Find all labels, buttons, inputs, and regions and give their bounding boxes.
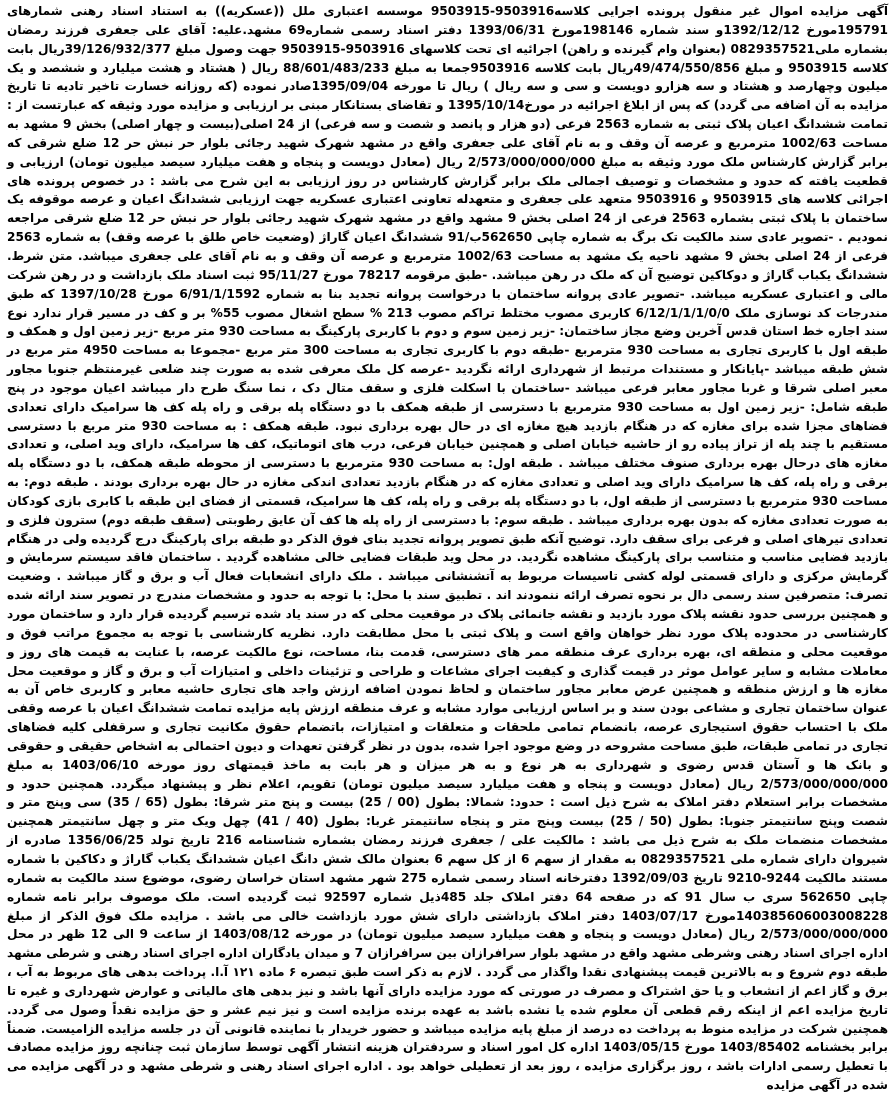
notice-body-text: آگهی مزایده اموال غیر منقول پرونده اجرایی کلاسه9503916-9503915 موسسه اعتباری ملل ((عسکریه)) به استناد اسناد رهنی شمارهای 195791مورخ 1392/12/12و سند شماره 198146مورخ 1393/06/31 دفتر اسناد رسمی شماره69 مشهد.علیه: آقای علی جعفری فرزند رمضان بشماره ملی0829357521 (بعنوان وام گیرنده و راهن) اجرائیه ای تحت کلاسهای 9503916-9503915 جهت وصول مبلغ 39/126/932/377ریال بابت کلاسه 9503915 و مبلغ 49/474/550/856ریال بابت کلاسه 9503916جمعا به مبلغ 88/601/483/233 ریال ( هشتاد و هشت میلیارد و ششصد و یک میلیون وچهارصد و هشتاد و سه هزارو دویست و سی و سه ریال ) ریال تا مورخه 1395/09/04صادر نموده (که روزانه خسارت تاخیر تادیه تا تاریخ مزایده به آن اضافه می گردد) که پس از ابلاغ اجرائیه در مورخ1395/10/14 و تقاضای بستانکار مبنی بر ارزیابی و مزایده مورد وثیقه که عبارتست از : تمامت ششدانگ اعیان پلاک ثبتی به شماره 2563 فرعی (دو هزار و پانصد و شصت و سه فرعی) از 24 اصلی(بیست و چهار اصلی) بخش 9 مشهد به مساحت 1002/63 مترمربع و عرصه آن وقف و به نام آقای علی جعفری واقع در مشهد شهرک شهید رجائی بلوار حر نبش حر 12 ضلع شرقی که برابر گزارش کارشناس ملک مورد وثیقه به مبلغ 2/573/000/000/000 ریال (معادل دویست و پنجاه و هفت میلیارد سیصد میلیون تومان) ارزیابی و قطعیت یافته که حدود و مشخصات و توصیف اجمالی ملک برابر گزارش کارشناس در روز ارزیابی به این شرح می باشد : در خصوص پرونده های اجرائی کلاسه های 9503915 و 9503916 متعهد علی جعفری و متعهدله تعاونی اعتباری عسکریه جهت ارزیابی ششدانگ اعیان و عرصه موقوفه یک ساختمان با پلاک ثبتی بشماره 2563 فرعی از 24 اصلی بخش 9 مشهد واقع در مشهد شهرک شهید رجائی بلوار حر نبش حر 12 ضلع شرقی مراجعه نمودیم . -تصویر عادی سند مالکیت تک برگ به شماره چاپی 562650ب/91 ششدانگ اعیان گاراژ (وضعیت خاص طلق با عرصه وقف) به شماره 2563 فرعی از 24 اصلی بخش 9 مشهد ناحیه یک مشهد به مساحت 1002/63 مترمربع و عرصه آن وقف و به نام آقای علی جعفری میباشد. متن شرط. ششدانگ یکباب گاراژ و دوکاکین توضیح آن که ملک در رهن میباشد. -طبق مرقومه 78217 مورخ 95/11/27 ثبت اسناد ملک بازداشت و در رهن شرکت مالی و اعتباری عسکریه میباشد. -تصویر عادی پروانه ساختمان با درخواست پروانه تجدید بنا به شماره 6/91/1/1592 مورخ 1397/10/28 که طبق مندرجات کد نوسازی ملک 6/12/1/1/1/0/0 کاربری مصوب مختلط تراکم مصوب 213 % سطح اشغال مصوب 55% بر و کف در مسیر قرار ندارد نوع سند اجاره خط استان قدس آخرین وضع مجاز ساختمان: -زیر زمین سوم و دوم با کاربری پارکینگ به مساحت 930 متر مربع -زیر زمین اول و همکف و طبقه اول با کاربری تجاری به مساحت 930 مترمربع -طبقه دوم با کاربری تجاری به مساحت 300 متر مربع -مجموعا به مساحت 4950 متر مربع در شش طبقه میباشد -پایانکار و مستندات مرتبط از شهرداری ارائه نگردید -عرصه کل ملک معرفی شده به صورت چند ضلعی غیرمنتظم جنوبا مجاور معبر اصلی شرقا و غربا مجاور معابر فرعی میباشد -ساختمان با اسکلت فلزی و سقف متال دک ، نما سنگ طرح دار میباشد اعیان موجود در پنج طبقه شامل: -زیر زمین اول به مساحت 930 مترمربع با دسترسی از طبقه همکف با دو دستگاه پله برقی و راه پله کف ها سرامیک دارای تعدادی فضاهای مجزا شده برای مغازه که در هنگام بازدید هیچ مغازه ای در حال بهره برداری نبود. طبقه همکف : به مساحت 930 متر مربع با دسترسی مستقیم با چند پله از تراز پیاده رو از حاشیه خیابان اصلی و همچنین خیابان فرعی، درب های اتوماتیک، کف ها سرامیک، دارای وید اصلی، و تعدادی مغازه های درحال بهره برداری صنوف مختلف میباشد . طبقه اول: به مساحت 930 مترمربع با دسترسی از محوطه طبقه همکف، با دو دستگاه پله برقی و راه پله، کف ها سرامیک دارای وید اصلی و تعدادی مغازه که در هنگام بازدید تعدادی اندکی مغازه در حال بهره برداری بودند . طبقه دوم: به مساحت 930 مترمربع با دسترسی از طبقه اول، با دو دستگاه پله برقی و راه پله، کف ها سرامیک، قسمتی از فضای این طبقه با کابری بازی کودکان به صورت تعدادی مغازه که بدون بهره برداری میباشد . طبقه سوم: با دسترسی از راه پله ها کف آن عایق رطوبتی (سقف طبقه دوم) سترون فلزی و تعدادی تیرهای اصلی و فرعی برای سقف دارد. توضیح آنکه طبق تصویر پروانه تجدید بنای فوق الذکر دو طبقه برای پارکینگ درج گردیده ولی در هنگام بازدید فضایی مناسب و متناسب برای پارکینگ مشاهده نگردید. در محل وید طبقات فضایی خالی مشاهده گردید . ساختمان فاقد سیستم سرمایش و گرمایش مرکزی و دارای قسمتی لوله کشی تاسیسات مربوط به آتشنشانی میباشد . ملک دارای انشعابات فعال آب و برق و گاز میباشد . وضعیت تصرف: متصرفین سند رسمی دال بر نحوه تصرف ارائه ننمودند اند . تطبیق سند با محل: با توجه به حدود و مشخصات مندرج در تصویر سند ارائه شده و همچنین بررسی حدود نقشه پلاک مورد بازدید و نقشه جانمائی پلاک در موقعیت محلی که در سند یاد شده ترسیم گردیده قرار دارد و ساختمان مورد کارشناسی در محدوده پلاک مورد نظر خواهان واقع است و پلاک ثبتی با محل مطابقت دارد. نظریه کارشناسی با توجه به مجموع مراتب فوق و موقعیت محلی و منطقه ای، بهره برداری عرف منطقه ممر های دسترسی، قدمت بنا، مساحت، نوع مالکیت عرصه، با عنایت به قیمت های روز و معاملات مشابه و سایر عوامل موثر در قیمت گذاری و کیفیت اجرای مشاعات و طراحی و تزئینات داخلی و امتیازات آب و برق و گاز و موقعیت محل مغازه ها و ارزش منطقه و همچنین عرض معابر مجاور ساختمان و لحاظ نمودن اضافه ارزش واجد های تجاری حاشیه معابر و کاربری خاص آن به عنوان ساختمان تجاری و مشاعی بودن سند و بر اساس ارزیابی موارد مشابه و عرف منطقه ارزش پایه مزایده تمامت ششدانگ اعیان با عرصه وقفی ملک با احتساب حقوق استیجاری عرصه، بانضمام تمامی ملحقات و متعلقات و امتیازات، باتضمام حقوق مکانیت تجاری و سرقفلی کلیه فضاهای تجاری در تمامی طبقات، طبق مساحت مشروحه در وضع موجود اجرا شده، بدون در نظر گرفتن تعهدات و دیون احتمالی به اشخاص حقیقی و حقوقی و بانک ها و آستان قدس رضوی و شهرداری به هر نوع و به هر میزان و هر بابت به ماخذ قیمتهای روز مورخه 1403/06/10 به مبلغ 2/573/000/000/000 ریال (معادل دویست و پنجاه و هفت میلیارد سیصد میلیون تومان) تقویم، اعلام نظر و پیشنهاد میگردد. همچنین حدود و مشخصات برابر استعلام دفتر املاک به شرح ذیل است : حدود: شمالا: بطول (00 / 25) بیست و پنج متر شرقا: بطول (65 / 35) سی وپنج متر و شصت وپنج سانتیمتر جنوبا: بطول (50 / 25) بیست وپنج متر و پنجاه سانتیمتر غربا: بطول (40 / 41) چهل ویک متر و چهل سانتیمتر همچنین مشخصات منضمات ملک به شرح ذیل می باشد : مالکیت علی / جعفری فرزند رمضان بشماره شناسنامه 216 تاریخ تولد 1356/06/25 صادره از شیروان دارای شماره ملی 0829357521 به مقدار از سهم 6 از کل سهم 6 بعنوان مالک شش دانگ اعیان ششدانگ یکباب گاراژ و دکاکین با شماره مستند مالکیت 9244-9210 تاریخ 1392/09/03 دفترخانه اسناد رسمی شماره 275 شهر مشهد استان خراسان رضوی، موضوع سند مالکیت به شماره چاپی 562650 سری ب سال 91 که در صفحه 64 دفتر املاک جلد 485ذیل شماره 92597 ثبت گردیده است. ملک موصوف برابر نامه شماره 140385606003008228مورخ 1403/07/17 دفتر املاک بازداشتی دارای شش مورد بازداشت خالی می باشد . مزایده ملک فوق الذکر از مبلغ 2/573/000/000/000 ریال (معادل دویست و پنجاه و هفت میلیارد سیصد میلیون تومان) در مورخه 1403/08/12 از ساعت 9 الی 12 ظهر در محل اداره اجرای اسناد رهنی وشرطی مشهد واقع در مشهد بلوار سرافرازان بین سرافرازان 7 و میدان یادگاران اداره اجرای اسناد رهنی و شرطی مشهد طبقه دوم شروع و به بالاترین قیمت پیشنهادی نقدا واگذار می گردد . لازم به ذکر است طبق تبصره ۶ ماده ۱۲۱ آ.ا. پرداخت بدهی های مربوط به آب ، برق و گاز اعم از انشعاب و یا حق اشتراک و مصرف در صورتی که مورد مزایده دارای آنها باشد و نیز بدهی های مالیاتی و عوارض شهرداری و غیره تا تاریخ مزایده اعم از اینکه رقم قطعی آن معلوم شده یا نشده باشد به عهده برنده مزایده است و نیز نیم عشر و حق مزایده نقداً وصول می گردد. همچنین شرکت در مزایده منوط به پرداخت ده درصد از مبلغ پایه مزایده میباشد و حضور خریدار با نماینده قانونی آن در جلسه مزایده الزامیست. ضمناً برابر بخشنامه 1403/85402 مورخ 1403/05/15 اداره کل امور اسناد و سردفتران هزینه انتشار آگهی توسط سازمان ثبت چنانچه روز مزایده مصادف با تعطیل رسمی ادارات باشد ، روز برگزاری مزایده ، روز بعد از تعطیلی خواهد بود . اداره اجرای اسناد رهنی و شرطی مشهد و در آگهی مزایده می شده در آگهی مزایده — [7, 4, 889, 1093]
